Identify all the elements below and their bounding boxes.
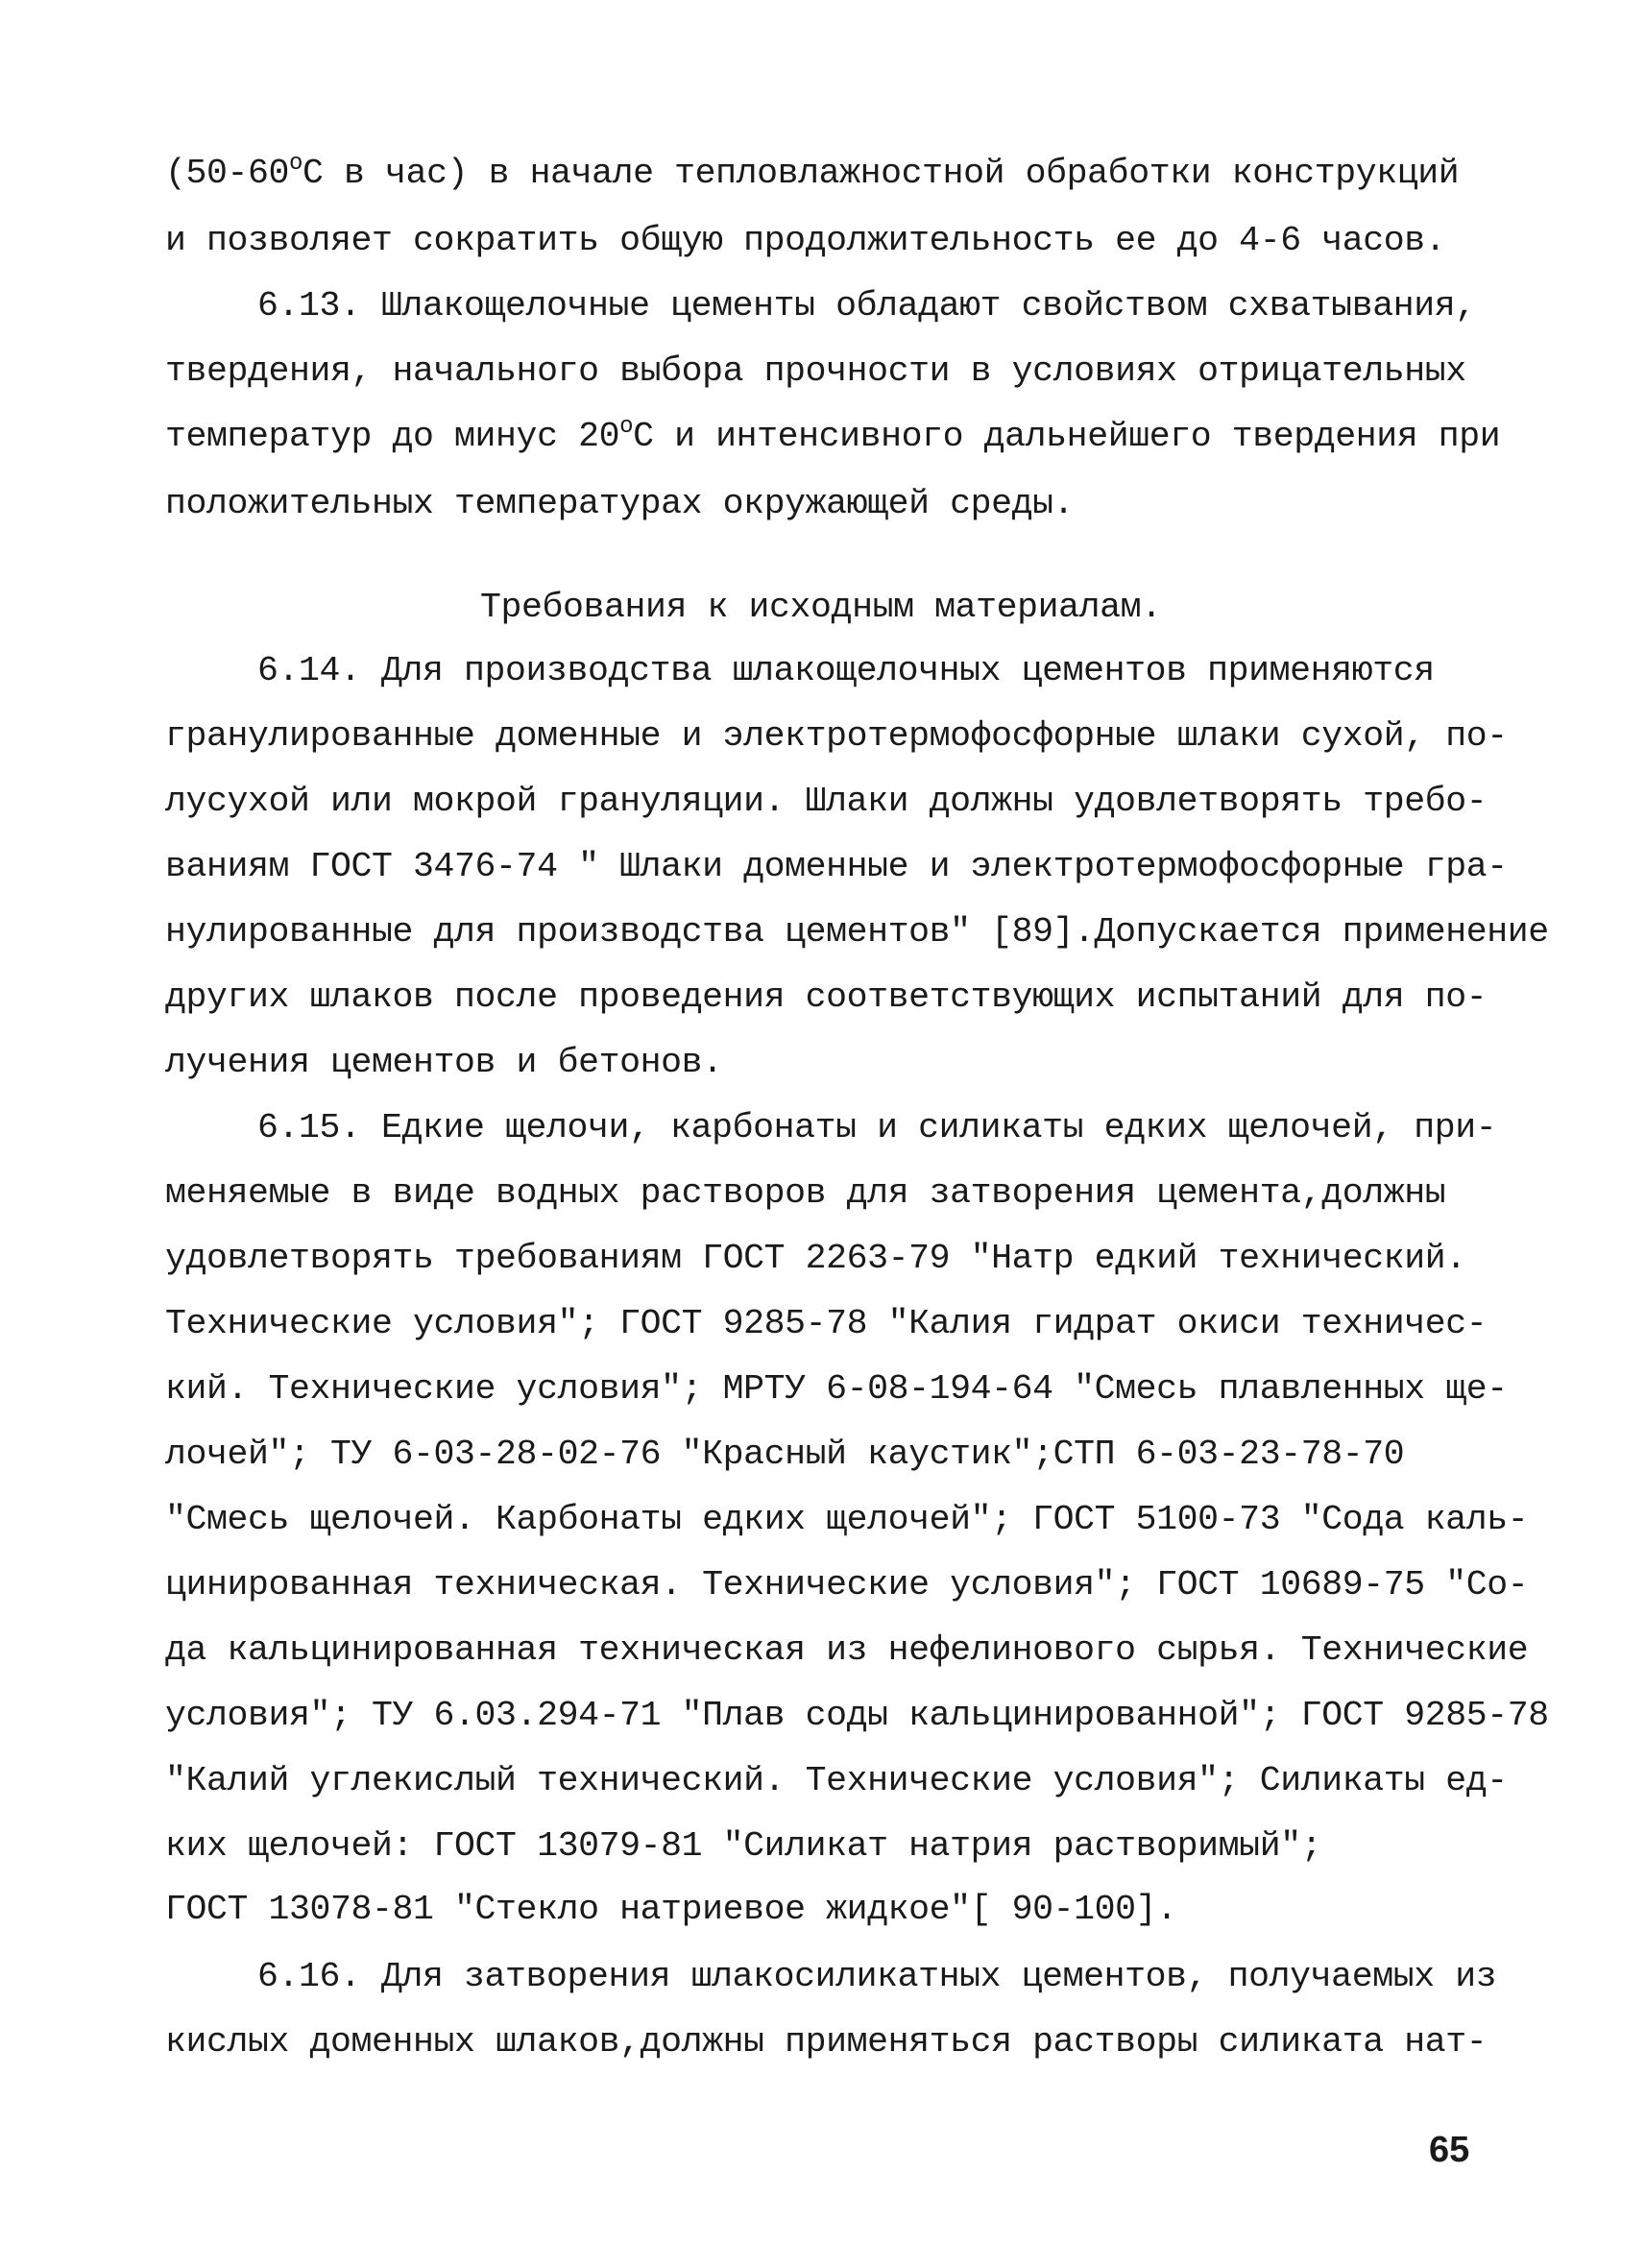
text-line: кислых доменных шлаков,должны применяться растворы силиката нат-: [165, 2022, 1488, 2062]
text-line: гранулированные доменные и электротермофосфорные шлаки сухой, по-: [165, 716, 1508, 756]
section-heading: Требования к исходным материалам.: [480, 588, 1162, 627]
text-line: "Смесь щелочей. Карбонаты едких щелочей"; ГОСТ 5100-73 "Сода каль-: [165, 1500, 1529, 1539]
paragraph-6-13-first-line: 6.13. Шлакощелочные цементы обладают свойством схватывания,: [257, 286, 1476, 326]
text-line: положительных температурах окружающей среды.: [165, 484, 1075, 523]
text-line: твердения, начального выбора прочности в условиях отрицательных: [165, 351, 1466, 391]
text-line: лучения цементов и бетонов.: [165, 1043, 723, 1082]
text-line: других шлаков после проведения соответствующих испытаний для по-: [165, 977, 1488, 1017]
text-line: лочей"; ТУ 6-03-28-02-76 "Красный каустик";СТП 6-03-23-78-70: [165, 1435, 1405, 1474]
text-line: ких щелочей: ГОСТ 13079-81 "Силикат натрия растворимый";: [165, 1826, 1322, 1866]
text-line: да кальцинированная техническая из нефелинового сырья. Технические: [165, 1630, 1529, 1670]
text-line: лусухой или мокрой грануляции. Шлаки должны удовлетворять требо-: [165, 782, 1488, 821]
text-line: цинированная техническая. Технические условия"; ГОСТ 10689-75 "Со-: [165, 1565, 1529, 1604]
text-line: (50-60$^o$С в час) в начале тепловлажностной обработки конструкций: [165, 151, 1460, 193]
paragraph-6-16-first-line: 6.16. Для затворения шлакосиликатных цементов, получаемых из: [257, 1957, 1497, 1996]
text-line: условия"; ТУ 6.03.294-71 "Плав соды кальцинированной"; ГОСТ 9285-78: [165, 1696, 1549, 1735]
text-line: ваниям ГОСТ 3476-74 " Шлаки доменные и электротермофосфорные гра-: [165, 847, 1508, 886]
text-line: ГОСТ 13078-81 "Стекло натриевое жидкое"[ 90-100].: [165, 1890, 1177, 1929]
text-line: кий. Технические условия"; МРТУ 6-08-194-64 "Смесь плавленных ще-: [165, 1369, 1508, 1409]
text-line: нулированные для производства цементов" [89].Допускается применение: [165, 912, 1549, 952]
text-line: "Калий углекислый технический. Технические условия"; Силикаты ед-: [165, 1761, 1508, 1800]
paragraph-6-14-first-line: 6.14. Для производства шлакощелочных цементов применяются: [257, 651, 1435, 690]
page-number: 65: [1429, 2130, 1470, 2170]
text-line: Технические условия"; ГОСТ 9285-78 "Калия гидрат окиси техничес-: [165, 1304, 1488, 1343]
text-line: удовлетворять требованиям ГОСТ 2263-79 "Натр едкий технический.: [165, 1239, 1466, 1278]
paragraph-6-15-first-line: 6.15. Едкие щелочи, карбонаты и силикаты едких щелочей, при-: [257, 1108, 1497, 1147]
text-line: температур до минус 20$^o$С и интенсивного дальнейшего твердения при: [165, 414, 1501, 456]
text-line: и позволяет сократить общую продолжительность ее до 4-6 часов.: [165, 221, 1446, 260]
text-line: меняемые в виде водных растворов для затворения цемента,должны: [165, 1173, 1446, 1213]
